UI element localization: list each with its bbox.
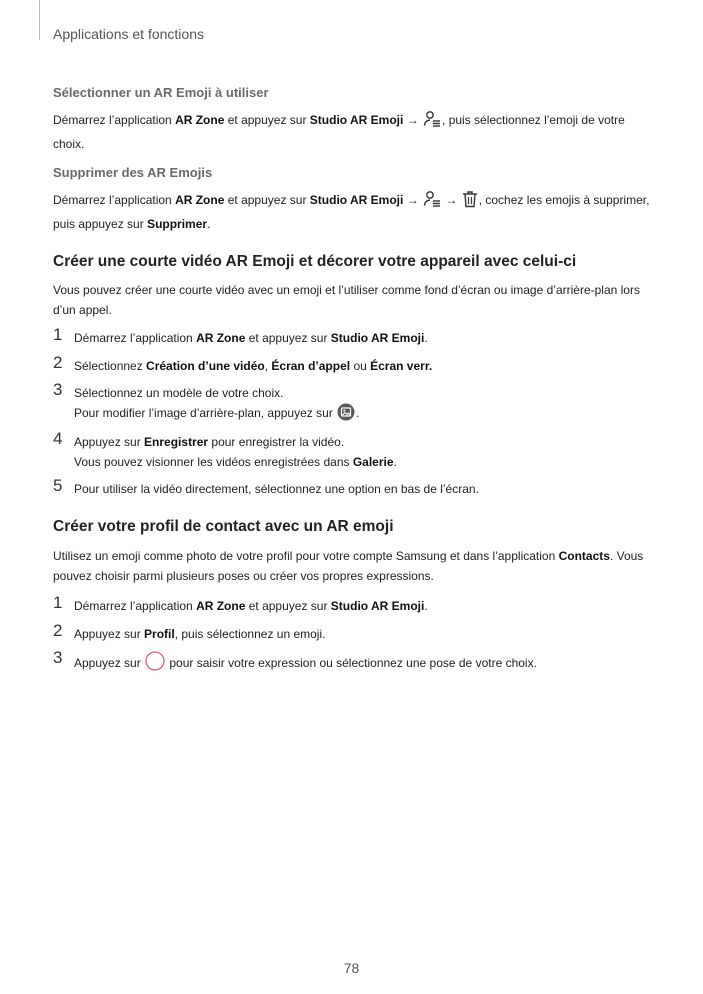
step-number: 3 <box>53 380 63 399</box>
paragraph-video-intro: Vous pouvez créer une courte vidéo avec un emoji et l’utiliser comme fond d’écran ou image d’arrière-plan lors d’un appel. <box>53 283 640 317</box>
heading-create-profile: Créer votre profil de contact avec un AR emoji <box>53 518 394 535</box>
step-number: 2 <box>53 621 63 640</box>
step-number: 5 <box>53 476 63 495</box>
trash-icon <box>462 190 478 214</box>
subtitle-select-emoji: Sélectionner un AR Emoji à utiliser <box>53 85 269 100</box>
page-number: 78 <box>343 960 360 976</box>
background-image-icon <box>337 403 355 427</box>
subtitle-delete-emojis: Supprimer des AR Emojis <box>53 165 213 180</box>
heading-create-video: Créer une courte vidéo AR Emoji et décorer votre appareil avec celui-ci <box>53 253 577 270</box>
page-header: Applications et fonctions <box>53 26 204 42</box>
step-number: 4 <box>53 429 63 448</box>
step-number: 1 <box>53 593 63 612</box>
person-list-icon <box>423 110 441 134</box>
step-number: 1 <box>53 325 63 344</box>
page-margin-line <box>39 0 40 40</box>
paragraph-select-emoji: Démarrez l’application AR Zone et appuyez sur Studio AR Emoji → , puis sélectionnez l’emoji de votre choix. <box>53 110 653 154</box>
step-number: 3 <box>53 648 63 667</box>
step-number: 2 <box>53 353 63 372</box>
capture-circle-icon <box>145 651 165 677</box>
paragraph-profile-intro: Utilisez un emoji comme photo de votre profil pour votre compte Samsung et dans l’application Contacts. Vous pouvez choisir parmi plusieurs poses ou créer vos propres expressions. <box>53 549 644 583</box>
paragraph-delete-emojis: Démarrez l’application AR Zone et appuyez sur Studio AR Emoji → → , cochez les emojis à supprimer, puis appuyez sur Supprimer. <box>53 190 653 234</box>
person-list-icon <box>423 190 441 214</box>
